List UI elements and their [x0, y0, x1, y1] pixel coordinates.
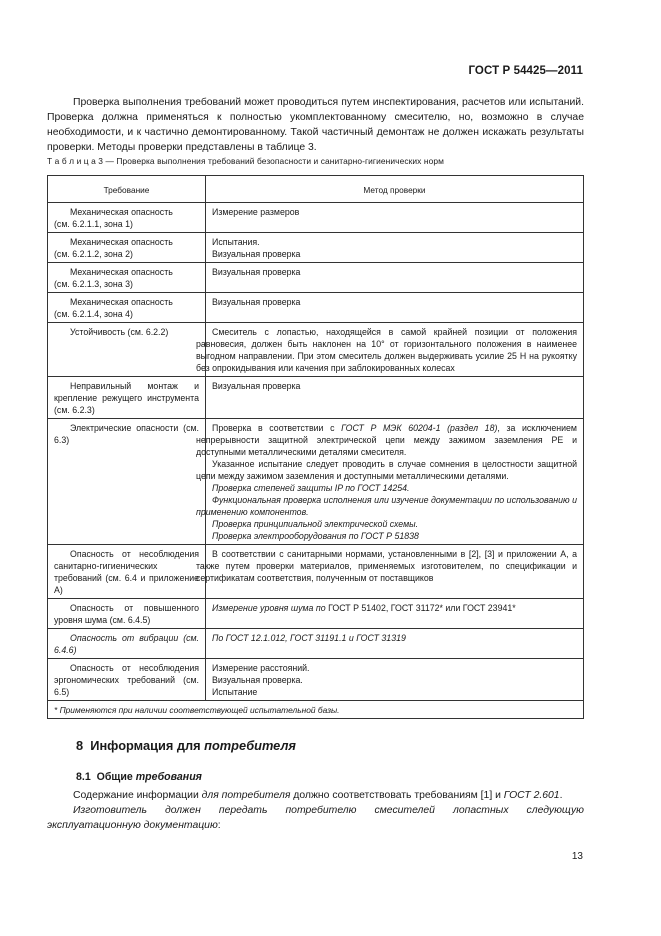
table-footnote: * Применяются при наличии соответствующей испытательной базы. — [48, 701, 584, 719]
method-cell: По ГОСТ 12.1.012, ГОСТ 31191.1 и ГОСТ 31319 — [206, 629, 584, 659]
requirement-cell: Опасность от вибрации (см. 6.4.6) — [48, 629, 206, 659]
page-number: 13 — [571, 851, 583, 862]
method-cell: Измерение расстояний. Визуальная проверка. Испытание — [206, 659, 584, 701]
verification-table — [47, 175, 584, 719]
method-cell: Визуальная проверка — [206, 293, 584, 323]
table-footnote-row — [48, 701, 584, 719]
method-cell: Визуальная проверка — [206, 263, 584, 293]
table-row — [48, 419, 584, 545]
requirement-cell: Опасность от несоблюдения санитарно-гигиенических требований (см. 6.4 и приложение А) — [48, 545, 206, 599]
table-row — [48, 293, 584, 323]
section-8-1-heading: 8.1 Общие требования — [76, 771, 202, 783]
table-row — [48, 233, 584, 263]
intro-text — [47, 95, 584, 155]
method-cell: Визуальная проверка — [206, 377, 584, 419]
table-header-row — [48, 176, 584, 203]
table-row — [48, 599, 584, 629]
section-8-heading: 8 Информация для потребителя — [76, 738, 296, 753]
method-cell: Измерение уровня шума по ГОСТ Р 51402, ГОСТ 31172* или ГОСТ 23941* — [206, 599, 584, 629]
header-requirement: Требование — [48, 176, 206, 203]
section-8-body — [47, 788, 584, 833]
requirement-cell: Механическая опасность (см. 6.2.1.1, зона 1) — [48, 203, 206, 233]
method-cell: Проверка в соответствии с ГОСТ Р МЭК 60204-1 (раздел 18), за исключением непрерывности защитной электрической цепи между зажимом заземления PE и доступными металлическими деталями смесителя. Указанное испытание следует проводить в случае сомнения в целостности защитной цепи между зажимом заземления и доступными металлическими деталями. Проверка степеней защиты IP по ГОСТ 14254. Функциональная проверка исполнения или изучение документации по использованию и применению компонентов. Проверка принципиальной электрической схемы. Проверка электрооборудования по ГОСТ Р 51838 — [206, 419, 584, 545]
method-cell: Испытания. Визуальная проверка — [206, 233, 584, 263]
intro-paragraph: Проверка выполнения требований может проводиться путем инспектирования, расчетов или испытаний. Проверка должна применяться к полностью укомплектованному смесителю, но, возможно в случае необходимости, и к частично демонтированному. Такой частичный демонтаж не должен искажать результаты проверки. Методы проверки представлены в таблице 3. — [47, 97, 584, 153]
requirement-cell: Электрические опасности (см. 6.3) — [48, 419, 206, 545]
table-row — [48, 323, 584, 377]
requirement-cell: Опасность от повышенного уровня шума (см. 6.4.5) — [48, 599, 206, 629]
table-caption: Т а б л и ц а 3 — Проверка выполнения требований безопасности и санитарно-гигиенических норм — [47, 156, 444, 166]
requirement-cell: Неправильный монтаж и крепление режущего инструмента (см. 6.2.3) — [48, 377, 206, 419]
method-cell: Измерение размеров — [206, 203, 584, 233]
section-8-paragraph: Содержание информации для потребителя должно соответствовать требованиям [1] и ГОСТ 2.601. — [73, 790, 563, 801]
requirement-cell: Устойчивость (см. 6.2.2) — [48, 323, 206, 377]
table-row — [48, 263, 584, 293]
table-row — [48, 377, 584, 419]
table-row — [48, 203, 584, 233]
table-row — [48, 659, 584, 701]
requirement-cell: Механическая опасность (см. 6.2.1.4, зона 4) — [48, 293, 206, 323]
table-row — [48, 629, 584, 659]
document-code: ГОСТ Р 54425—2011 — [468, 65, 583, 77]
method-cell: В соответствии с санитарными нормами, установленными в [2], [3] и приложении А, а также путем проверки материалов, применяемых изготовителем, по спецификации и сертификатам соответствия, полученным от поставщиков — [206, 545, 584, 599]
requirement-cell: Механическая опасность (см. 6.2.1.2, зона 2) — [48, 233, 206, 263]
requirement-cell: Механическая опасность (см. 6.2.1.3, зона 3) — [48, 263, 206, 293]
method-cell: Смеситель с лопастью, находящейся в самой крайней позиции от положения равновесия, должен быть наклонен на 10° от горизонтального положения в наименее выгодном направлении. При этом смеситель должен выдерживать усилие 25 Н на рукоятку без опрокидывания или качения при заблокированных колесах — [206, 323, 584, 377]
requirement-cell: Опасность от несоблюдения эргономических требований (см. 6.5) — [48, 659, 206, 701]
section-8-paragraph: Изготовитель должен передать потребителю смесителей лопастных следующую эксплуатационную документацию: — [47, 805, 584, 831]
header-method: Метод проверки — [206, 176, 584, 203]
table-row — [48, 545, 584, 599]
